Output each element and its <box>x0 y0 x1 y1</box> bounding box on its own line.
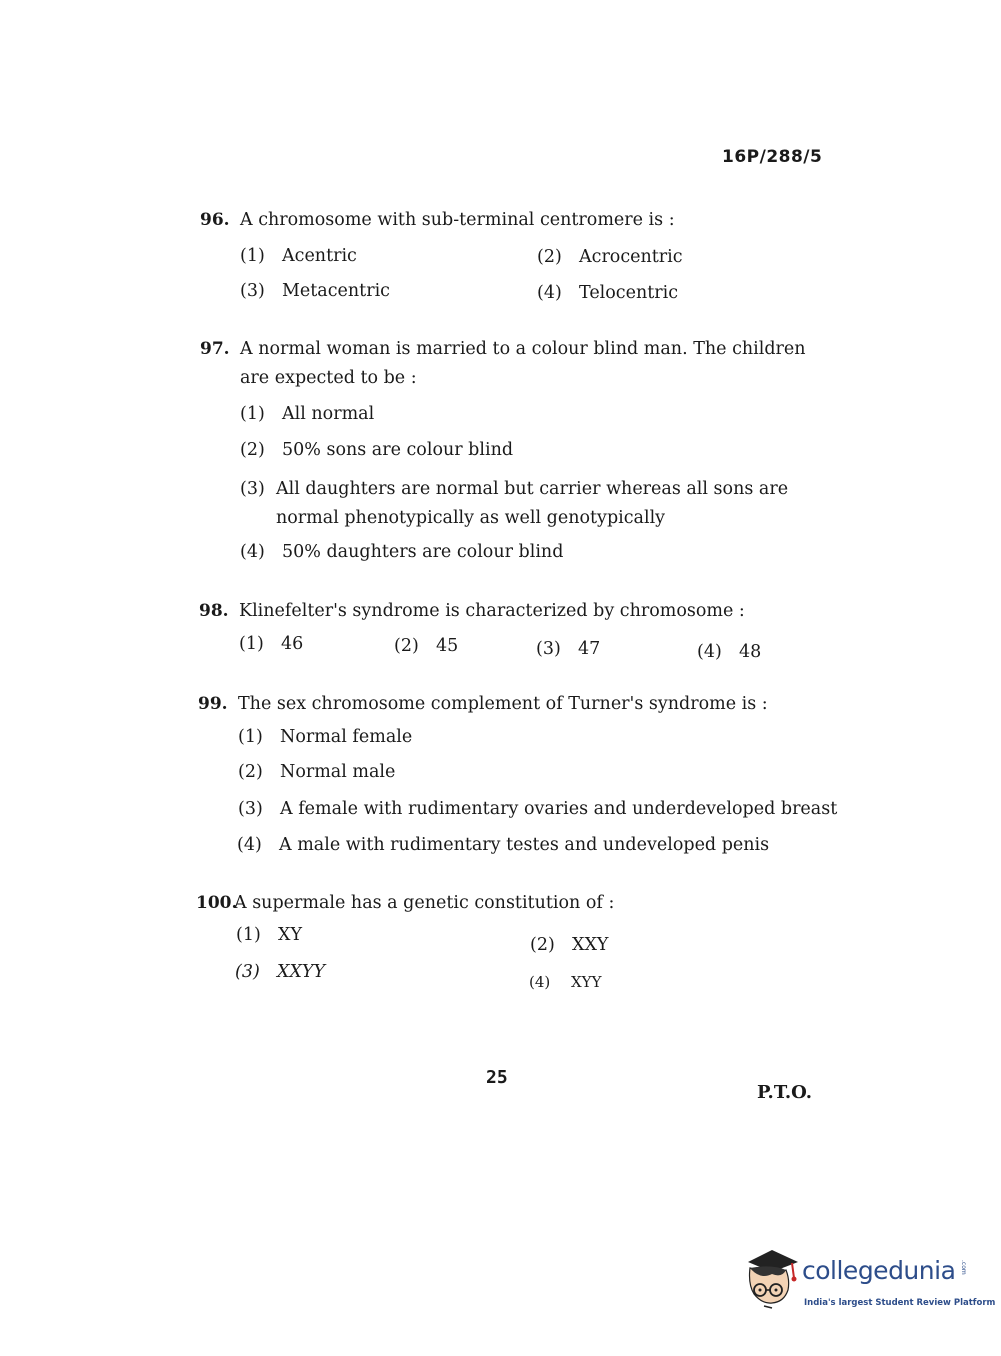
option-1: (1) Acentric <box>240 246 357 266</box>
brand-suffix: .com <box>960 1260 967 1275</box>
option-3: (3) Metacentric <box>240 281 390 301</box>
option-2: (2) Normal male <box>238 762 396 782</box>
question-text: Klinefelter's syndrome is characterized by chromosome : <box>239 601 745 621</box>
option-2: (2) XXY <box>530 935 609 955</box>
brand-tagline: India's largest Student Review Platform <box>804 1298 996 1308</box>
pto-label: P.T.O. <box>757 1082 813 1103</box>
option-4: (4) XYY <box>529 973 602 991</box>
option-1: (1) 46 <box>239 634 304 654</box>
question-100 <box>196 889 836 918</box>
option-1: (1) All normal <box>240 404 375 424</box>
question-number: 96. <box>200 210 230 230</box>
question-96 <box>200 206 840 235</box>
question-text: A supermale has a genetic constitution of : <box>234 893 615 913</box>
question-number: 97. <box>200 339 230 359</box>
question-number: 99. <box>198 694 228 714</box>
question-99 <box>198 690 838 719</box>
question-text: A chromosome with sub-terminal centromere is : <box>240 210 675 230</box>
question-text: The sex chromosome complement of Turner's syndrome is : <box>238 694 768 714</box>
question-98 <box>199 597 839 626</box>
option-2: (2) 45 <box>394 636 459 656</box>
student-mascot-icon <box>742 1248 802 1312</box>
option-3: (3) All daughters are normal but carrier whereas all sons are normal phenotypically as well genotypically <box>240 479 789 528</box>
question-97 <box>200 335 840 393</box>
option-4: (4) 48 <box>697 642 762 662</box>
option-4: (4) A male with rudimentary testes and undeveloped penis <box>237 835 770 855</box>
page-number: 25 <box>486 1067 508 1088</box>
option-1: (1) Normal female <box>238 727 413 747</box>
question-text: A normal woman is married to a colour blind man. The children are expected to be : <box>240 339 806 388</box>
question-number: 100. <box>196 893 238 913</box>
option-3: (3) A female with rudimentary ovaries and underdeveloped breast <box>238 799 838 819</box>
option-4: (4) Telocentric <box>537 283 679 303</box>
option-3: (3) 47 <box>536 639 601 659</box>
option-2: (2) 50% sons are colour blind <box>240 440 514 460</box>
paper-code: 16P/288/5 <box>722 147 823 167</box>
collegedunia-logo <box>742 1248 996 1312</box>
option-2: (2) Acrocentric <box>537 247 683 267</box>
option-1: (1) XY <box>236 925 303 945</box>
question-number: 98. <box>199 601 229 621</box>
option-4: (4) 50% daughters are colour blind <box>240 542 564 562</box>
brand-name: collegedunia <box>802 1256 956 1285</box>
option-3: (3) XXYY <box>235 962 326 982</box>
